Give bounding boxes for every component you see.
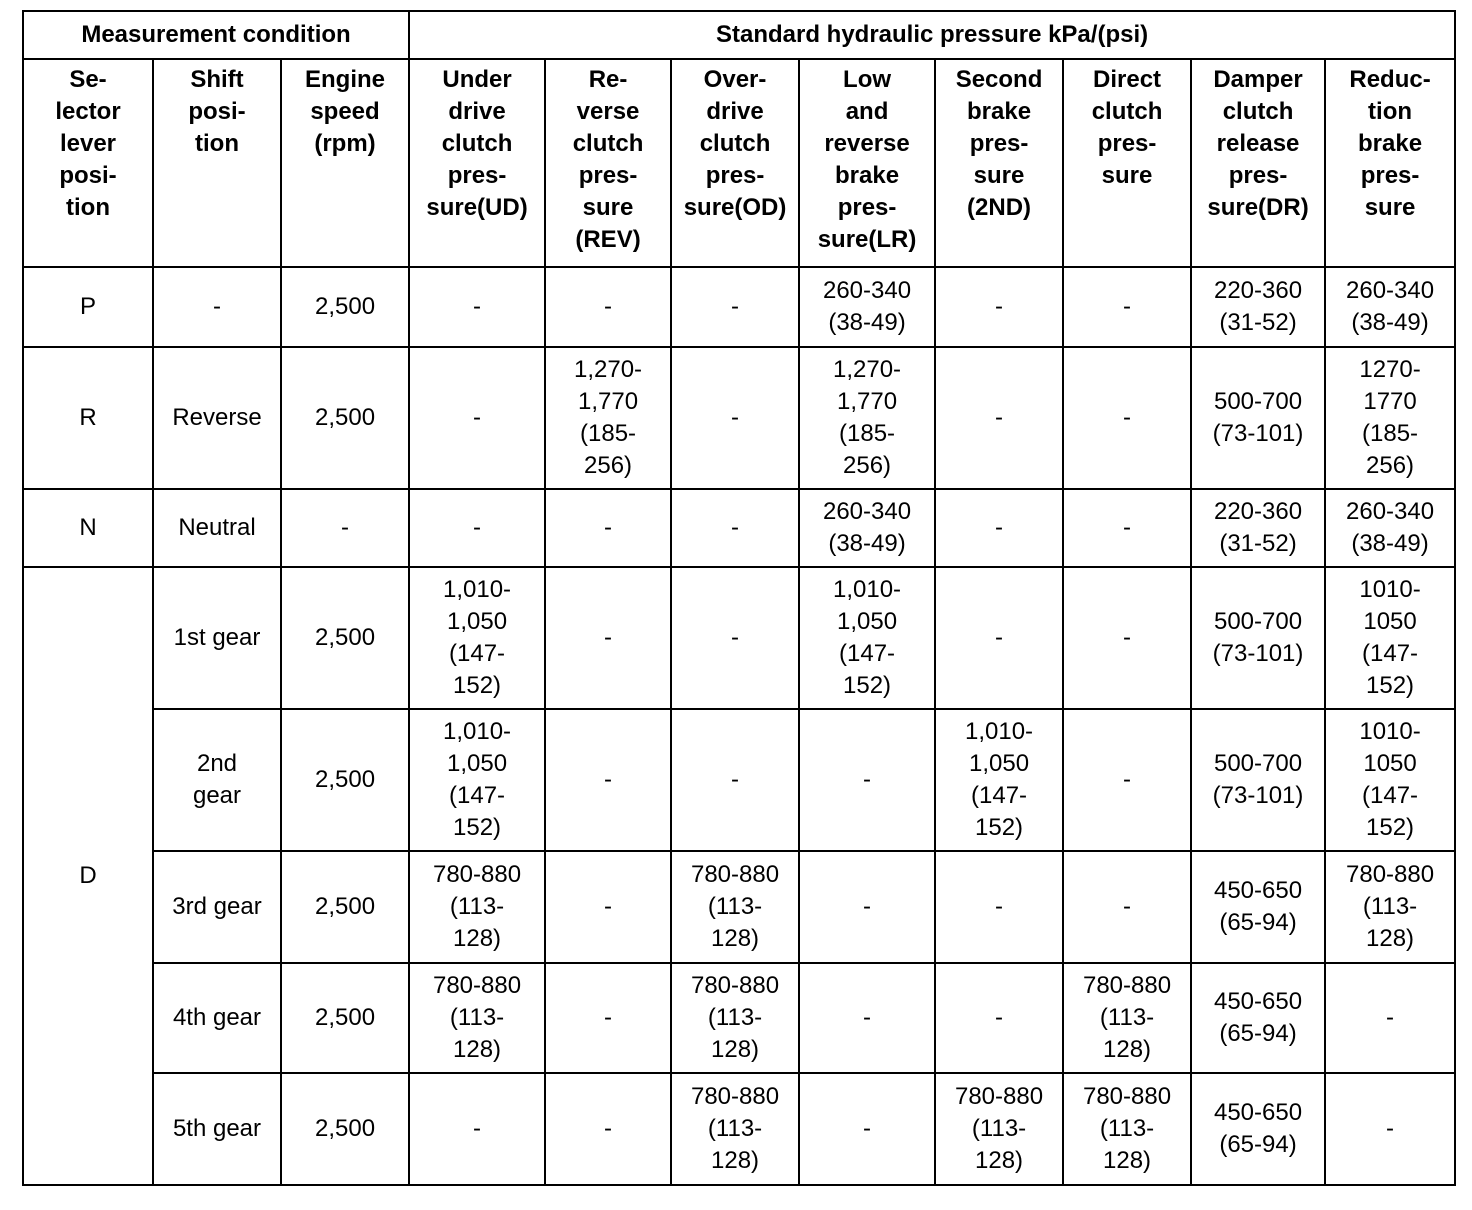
table-cell: 2,500: [281, 851, 409, 963]
table-cell: -: [545, 267, 671, 347]
table-cell: -: [935, 851, 1063, 963]
table-cell: -: [671, 567, 799, 709]
table-cell: 1,270- 1,770 (185- 256): [545, 347, 671, 489]
table-cell: 2,500: [281, 267, 409, 347]
column-header-dr: Damper clutch release pres- sure(DR): [1191, 59, 1325, 267]
table-cell: 780-880 (113- 128): [671, 851, 799, 963]
table-row: [23, 347, 1455, 489]
table-cell: 500-700 (73-101): [1191, 709, 1325, 851]
table-cell: -: [799, 963, 935, 1073]
table-cell: -: [409, 489, 545, 567]
table-cell: 500-700 (73-101): [1191, 567, 1325, 709]
column-header-lr: Low and reverse brake pres- sure(LR): [799, 59, 935, 267]
table-cell: 260-340 (38-49): [799, 267, 935, 347]
table-cell: -: [935, 489, 1063, 567]
table-cell: -: [1063, 567, 1191, 709]
table-cell: -: [1063, 267, 1191, 347]
table-cell: -: [935, 347, 1063, 489]
table-cell: 450-650 (65-94): [1191, 851, 1325, 963]
table-cell: 780-880 (113- 128): [671, 1073, 799, 1185]
column-header-engine-speed: Engine speed (rpm): [281, 59, 409, 267]
table-cell: 2,500: [281, 1073, 409, 1185]
table-row: [23, 567, 1455, 709]
table-cell: 1,010- 1,050 (147- 152): [409, 709, 545, 851]
table-cell: -: [1325, 963, 1455, 1073]
table-cell: 2nd gear: [153, 709, 281, 851]
column-header-2nd: Second brake pres- sure (2ND): [935, 59, 1063, 267]
table-cell: -: [671, 709, 799, 851]
column-header-shift-position: Shift posi- tion: [153, 59, 281, 267]
table-cell: -: [799, 1073, 935, 1185]
table-cell: -: [1063, 489, 1191, 567]
table-cell: 780-880 (113- 128): [1063, 1073, 1191, 1185]
table-cell: 1,010- 1,050 (147- 152): [799, 567, 935, 709]
column-header-od: Over- drive clutch pres- sure(OD): [671, 59, 799, 267]
table-cell: 450-650 (65-94): [1191, 1073, 1325, 1185]
table-cell: -: [1063, 347, 1191, 489]
table-cell: 2,500: [281, 963, 409, 1073]
table-cell: -: [409, 1073, 545, 1185]
table-cell: 260-340 (38-49): [799, 489, 935, 567]
table-cell: -: [545, 1073, 671, 1185]
table-cell: -: [545, 963, 671, 1073]
table-cell: -: [409, 267, 545, 347]
table-cell: 780-880 (113- 128): [1325, 851, 1455, 963]
hydraulic-pressure-table: [22, 10, 1456, 1186]
table-cell: -: [799, 851, 935, 963]
selector-lever-cell: N: [23, 489, 153, 567]
table-cell: 4th gear: [153, 963, 281, 1073]
table-cell: 500-700 (73-101): [1191, 347, 1325, 489]
table-cell: 780-880 (113- 128): [409, 851, 545, 963]
table-cell: -: [545, 489, 671, 567]
table-cell: -: [545, 851, 671, 963]
table-cell: -: [545, 709, 671, 851]
table-cell: 450-650 (65-94): [1191, 963, 1325, 1073]
column-header-reduction: Reduc- tion brake pres- sure: [1325, 59, 1455, 267]
table-cell: 780-880 (113- 128): [671, 963, 799, 1073]
column-header-ud: Under drive clutch pres- sure(UD): [409, 59, 545, 267]
table-cell: 2,500: [281, 567, 409, 709]
selector-lever-cell: D: [23, 567, 153, 1185]
table-cell: -: [935, 267, 1063, 347]
table-cell: 780-880 (113- 128): [935, 1073, 1063, 1185]
table-cell: 260-340 (38-49): [1325, 267, 1455, 347]
table-row: [23, 489, 1455, 567]
table-cell: -: [935, 963, 1063, 1073]
table-row: [23, 267, 1455, 347]
table-cell: 220-360 (31-52): [1191, 489, 1325, 567]
table-row: [23, 1073, 1455, 1185]
column-header-selector-lever: Se- lector lever posi- tion: [23, 59, 153, 267]
table-cell: -: [409, 347, 545, 489]
table-cell: 1,010- 1,050 (147- 152): [409, 567, 545, 709]
table-cell: 220-360 (31-52): [1191, 267, 1325, 347]
table-cell: -: [671, 267, 799, 347]
table-cell: -: [1325, 1073, 1455, 1185]
table-cell: -: [671, 347, 799, 489]
table-cell: 260-340 (38-49): [1325, 489, 1455, 567]
table-cell: 2,500: [281, 347, 409, 489]
table-cell: Neutral: [153, 489, 281, 567]
measurement-condition-header: Measurement condition: [23, 11, 409, 59]
column-header-rev: Re- verse clutch pres- sure (REV): [545, 59, 671, 267]
table-row: [23, 709, 1455, 851]
table-cell: -: [281, 489, 409, 567]
table-cell: 1010- 1050 (147- 152): [1325, 567, 1455, 709]
table-cell: 1,270- 1,770 (185- 256): [799, 347, 935, 489]
selector-lever-cell: R: [23, 347, 153, 489]
table-row: [23, 851, 1455, 963]
table-row: [23, 963, 1455, 1073]
table-cell: 1,010- 1,050 (147- 152): [935, 709, 1063, 851]
table-cell: 780-880 (113- 128): [1063, 963, 1191, 1073]
table-cell: -: [799, 709, 935, 851]
table-cell: -: [1063, 709, 1191, 851]
table-cell: 780-880 (113- 128): [409, 963, 545, 1073]
table-cell: 5th gear: [153, 1073, 281, 1185]
standard-pressure-header: Standard hydraulic pressure kPa/(psi): [409, 11, 1455, 59]
table-cell: 2,500: [281, 709, 409, 851]
table-cell: -: [1063, 851, 1191, 963]
table-cell: 1270- 1770 (185- 256): [1325, 347, 1455, 489]
table-cell: -: [545, 567, 671, 709]
table-cell: -: [935, 567, 1063, 709]
table-cell: Reverse: [153, 347, 281, 489]
table-cell: -: [153, 267, 281, 347]
selector-lever-cell: P: [23, 267, 153, 347]
table-cell: 1010- 1050 (147- 152): [1325, 709, 1455, 851]
table-cell: -: [671, 489, 799, 567]
table-cell: 1st gear: [153, 567, 281, 709]
column-header-direct: Direct clutch pres- sure: [1063, 59, 1191, 267]
table-cell: 3rd gear: [153, 851, 281, 963]
